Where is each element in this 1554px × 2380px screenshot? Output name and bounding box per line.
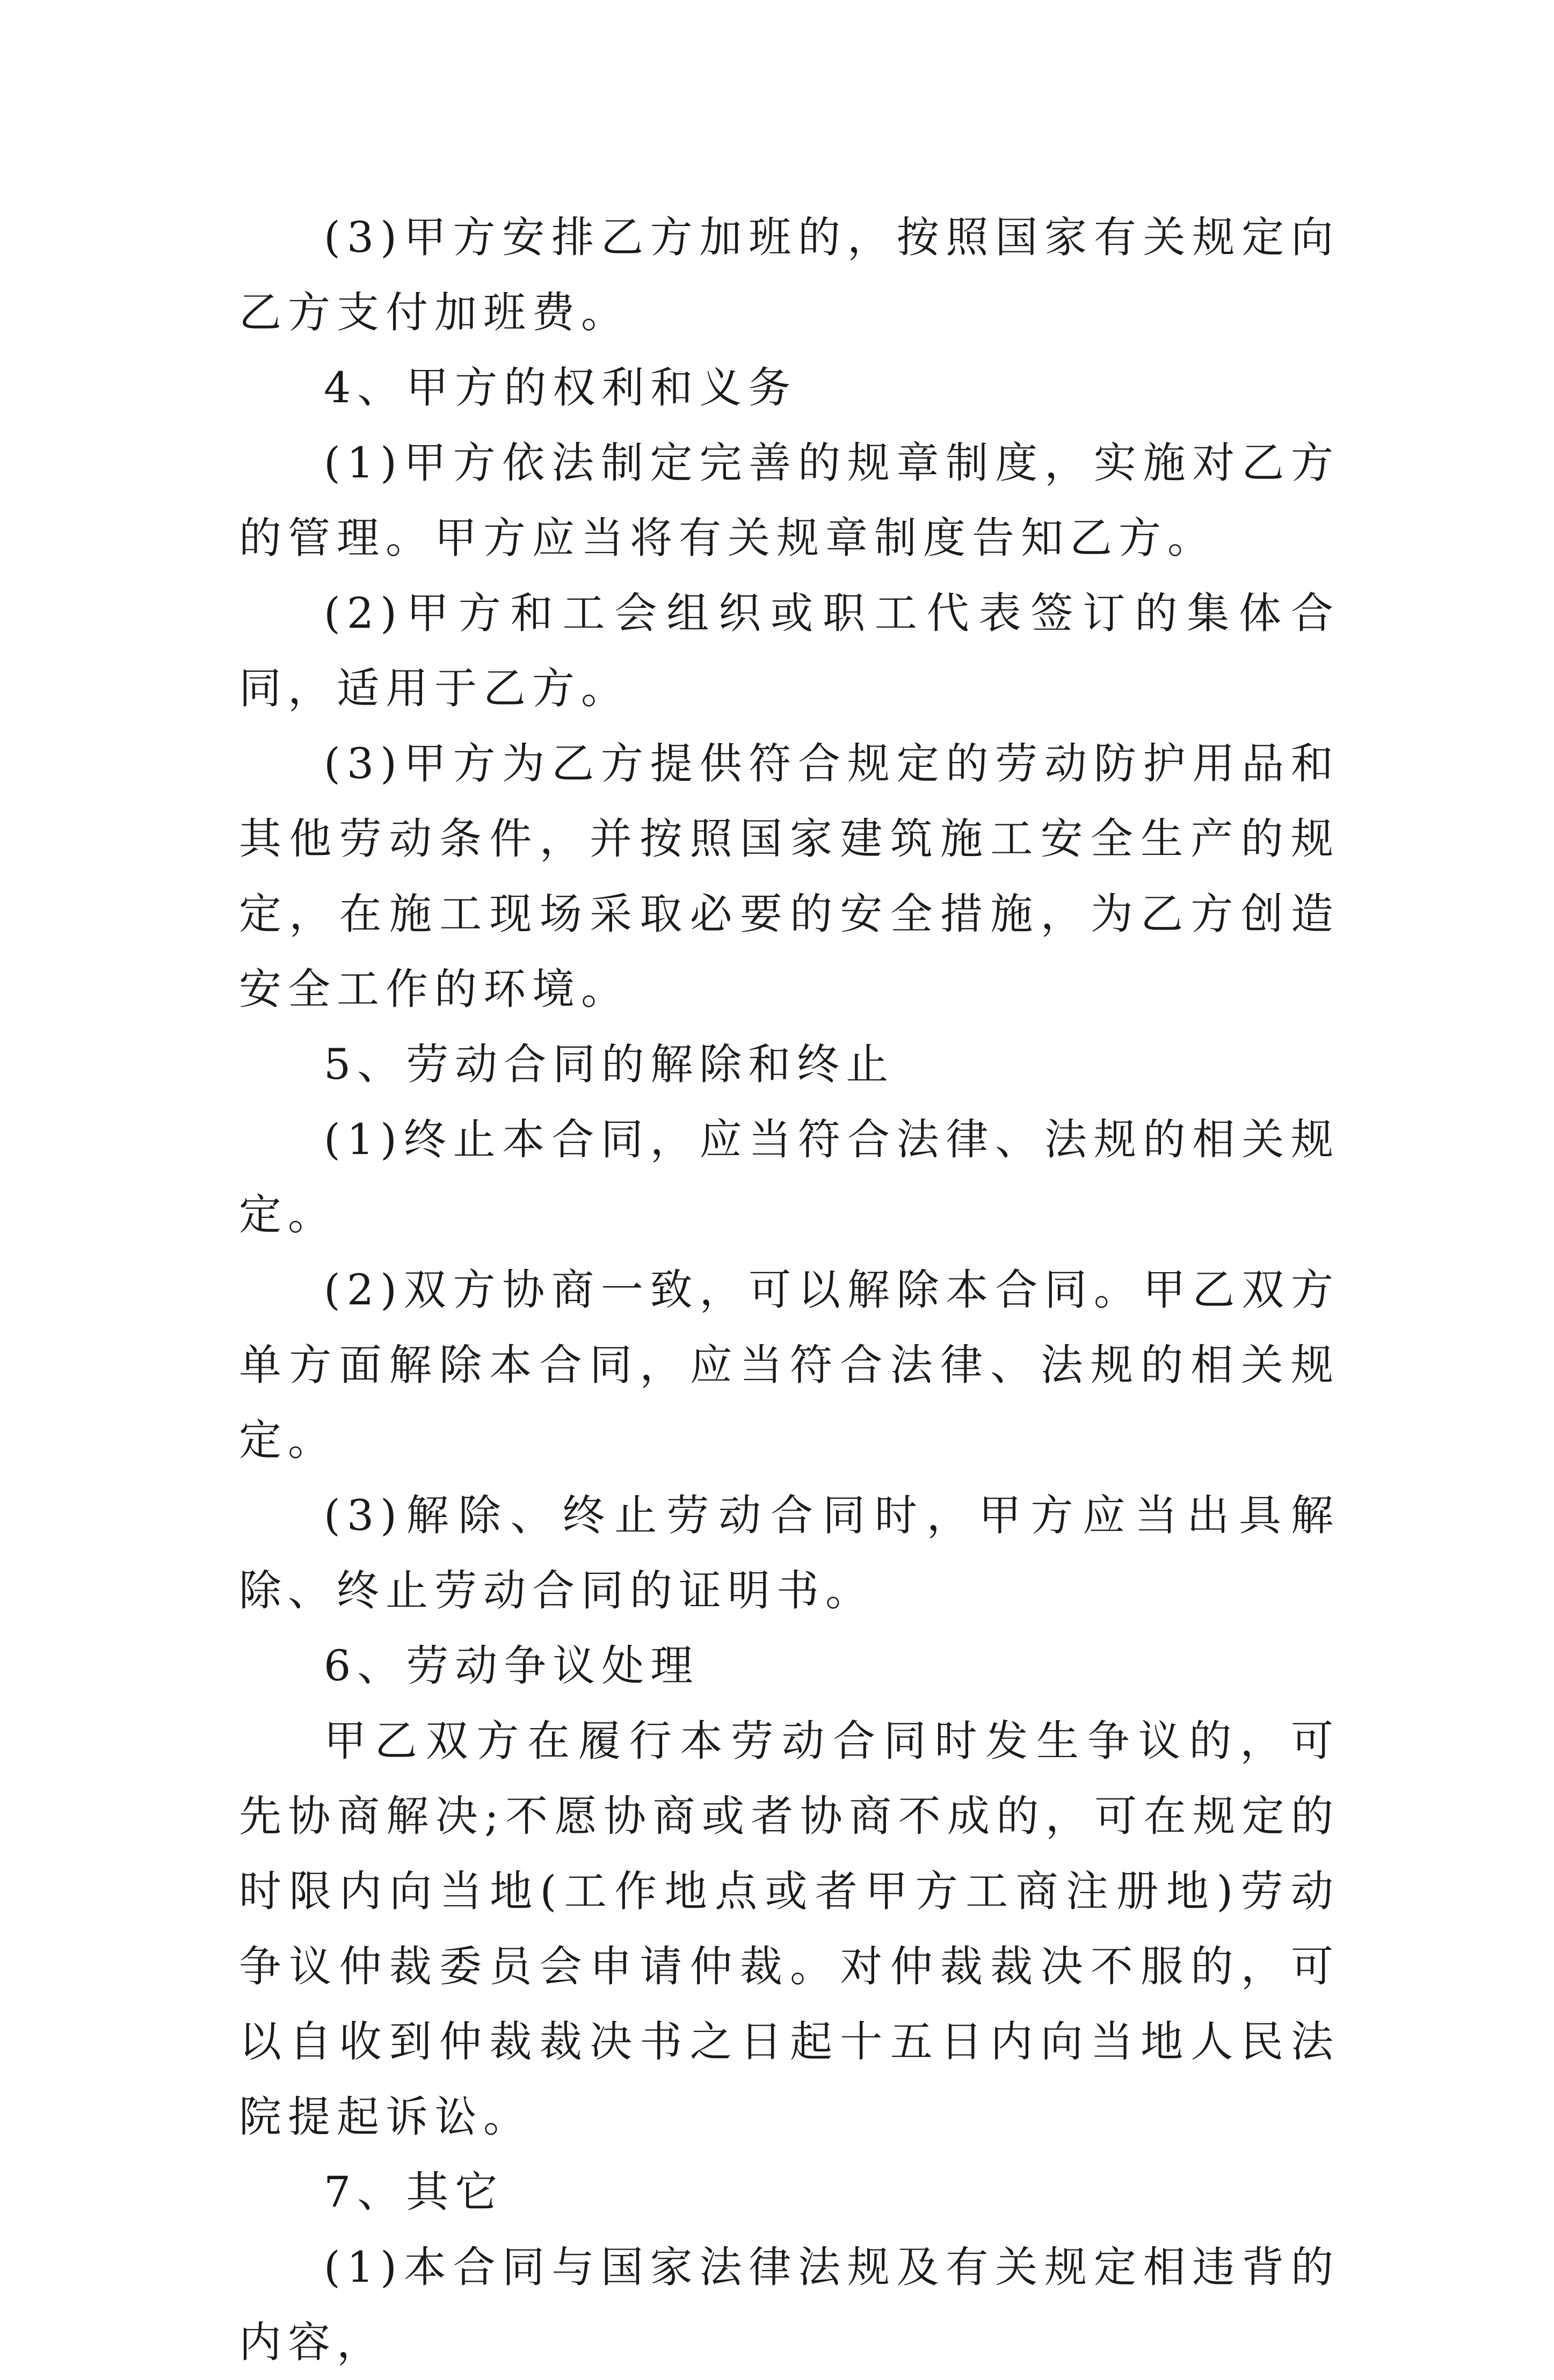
paragraph-collective-contract: (2)甲方和工会组织或职工代表签订的集体合同，适用于乙方。 [239, 589, 1340, 713]
paragraph-overtime-pay: (3)甲方安排乙方加班的，按照国家有关规定向乙方支付加班费。 [239, 213, 1340, 337]
paragraph-rules-management: (1)甲方依法制定完善的规章制度，实施对乙方的管理。甲方应当将有关规章制度告知乙方。 [239, 438, 1340, 563]
paragraph-termination-law: (1)终止本合同，应当符合法律、法规的相关规定。 [239, 1115, 1340, 1239]
paragraph-mutual-rescission: (2)双方协商一致，可以解除本合同。甲乙双方单方面解除本合同，应当符合法律、法规的相关规定。 [239, 1265, 1340, 1465]
paragraph-dispute-resolution: 甲乙双方在履行本劳动合同时发生争议的，可先协商解决;不愿协商或者协商不成的，可在规定的时限内向当地(工作地点或者甲方工商注册地)劳动争议仲裁委员会申请仲裁。对仲裁裁决不服的，可以自收到仲裁裁决书之日起十五日内向当地人民法院提起诉讼。 [239, 1716, 1340, 2142]
section-heading-termination: 5、劳动合同的解除和终止 [324, 1040, 895, 1089]
document-body [239, 200, 1340, 2380]
section-heading-other: 7、其它 [324, 2167, 504, 2217]
section-heading-dispute: 6、劳动争议处理 [324, 1641, 700, 1690]
paragraph-termination-certificate: (3)解除、终止劳动合同时，甲方应当出具解除、终止劳动合同的证明书。 [239, 1491, 1340, 1615]
paragraph-safety-conditions: (3)甲方为乙方提供符合规定的劳动防护用品和其他劳动条件，并按照国家建筑施工安全生产的规定，在施工现场采取必要的安全措施，为乙方创造安全工作的环境。 [239, 739, 1340, 1014]
paragraph-other-clause: (1)本合同与国家法律法规及有关规定相违背的内容， [239, 2243, 1340, 2367]
section-heading-employer-rights: 4、甲方的权利和义务 [324, 363, 797, 412]
